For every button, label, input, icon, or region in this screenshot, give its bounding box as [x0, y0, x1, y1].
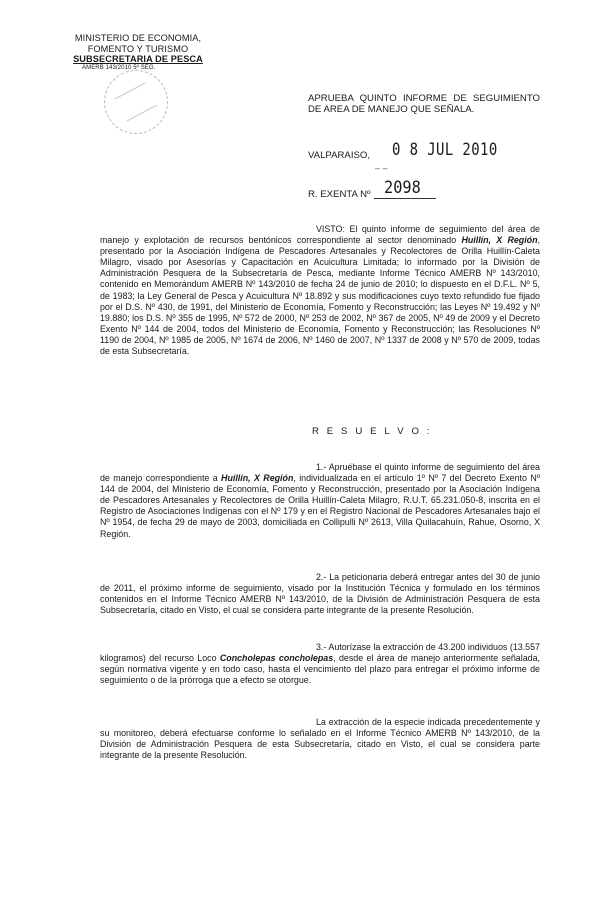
r3-species: Concholepas concholepas — [219, 653, 334, 664]
official-seal-stamp — [93, 59, 180, 146]
r1-text-1: 1.- Apruébase el quinto informe de seguimiento del área de manejo correspondiente a — [100, 462, 540, 484]
exenta-underline — [374, 198, 436, 199]
r3-text-1: 3.- Autorízase la extracción de 43.200 individuos (13.557 kilogramos) del recurso Loco — [100, 642, 540, 664]
r3-text-2: , desde el área de manejo anteriormente señalada, según normativa vigente y en todo caso, hasta el vencimiento del plazo para entregar el próximo informe de seguimiento o de la prórroga que a efecto se otorgue. — [100, 653, 540, 686]
visto-paragraph — [100, 224, 540, 357]
resolution-item-3 — [100, 642, 540, 686]
letterhead — [58, 33, 218, 72]
r1-sector: Huillín, X Región — [221, 473, 294, 484]
r1-text-2: , individualizada en el artículo 1º Nº 7 del Decreto Exento Nº 144 de 2004, del Ministerio de Economía, Fomento y Reconstrucción, presentado por la Asociación Indígena de Pescadores Artesanales y Recolectores de Orilla Huillín-Caleta Milagro, R.U.T. 65.231.050-8, inscrita en el Registro de Asociaciones Indígenas con el Nº 179 y en el Registro Nacional de Pescadores Artesanales bajo el Nº 1954, de fecha 29 de mayo de 2003, domiciliada en Collipulli Nº 2613, Villa Quilacahuín, Rahue, Osorno, X Región. — [100, 473, 540, 539]
visto-sector: Huillín, X Región — [461, 235, 538, 246]
document-subject: APRUEBA QUINTO INFORME DE SEGUIMIENTO DE AREA DE MANEJO QUE SEÑALA. — [308, 93, 540, 116]
visto-label: VISTO: — [316, 224, 345, 234]
letterhead-subsecretaria: SUBSECRETARIA DE PESCA — [73, 54, 203, 64]
resolution-item-4 — [100, 717, 540, 761]
letterhead-reference: AMERB 143/2010 5º SEG. — [82, 64, 156, 71]
r4-text: La extracción de la especie indicada precedentemente y su monitoreo, deberá efectuarse conforme lo señalado en el Informe Técnico AMERB Nº 143/2010, de la División de Administración Pesquera de esta Subsecretaría, citado en Visto, el cual se considera parte integrante de la presente Resolución. — [100, 717, 540, 761]
visto-text-1: El quinto informe de seguimiento del área de manejo y explotación de recursos bentónicos correspondiente al sector denominado — [100, 224, 540, 246]
resolution-item-1 — [100, 462, 540, 540]
resuelvo-heading: R E S U E L V O : — [312, 426, 433, 437]
seal-inner-mark — [115, 83, 157, 122]
date-stamp: 0 8 JUL 2010 — [392, 140, 498, 160]
letterhead-ministry-2: FOMENTO Y TURISMO — [87, 43, 189, 54]
exenta-label: R. EXENTA Nº — [308, 189, 371, 200]
visto-text-2: , presentado por la Asociación Indígena de Pescadores Artesanales y Recolectores de Orilla Huillín-Caleta Milagro, visado por Asesorías y Capacitación en Acuicultura Limitada; lo informado por la División de Administración Pesquera de la Subsecretaría de Pesca, mediante Informe Técnico AMERB Nº 143/2010, contenido en Memorándum AMERB Nº 143/2010 de fecha 24 de junio de 2010; lo dispuesto en el D.F.L. Nº 5, de 1983; la Ley General de Pesca y Acuicultura Nº 18.892 y sus modificaciones cuyo texto refundido fue fijado por el D.S. Nº 430, de 1991, del Ministerio de Economía, Fomento y Reconstrucción; las Leyes Nº 19.492 y Nº 19.880; los D.S. Nº 355 de 1995, Nº 572 de 2000, Nº 253 de 2002, Nº 367 de 2005, Nº 49 de 2009 y el Decreto Exento Nº 144 de 2004, todos del Ministerio de Economía, Fomento y Reconstrucción; las Resoluciones Nº 1190 de 2004, Nº 1985 de 2005, Nº 1674 de 2006, Nº 1460 de 2007, Nº 1337 de 2008 y Nº 570 de 2009, todas de esta Subsecretaría. — [100, 235, 540, 357]
resolution-item-2 — [100, 572, 540, 616]
exenta-number: 2098 — [384, 178, 421, 198]
place-label: VALPARAISO, — [308, 150, 371, 161]
letterhead-ministry: MINISTERIO DE ECONOMIA, — [74, 33, 202, 43]
r2-text: 2.- La peticionaria deberá entregar antes del 30 de junio de 2011, el próximo informe de seguimiento, visado por la Institución Técnica y formulado en los términos contenidos en el Informe Técnico AMERB Nº 143/2010, de la División de Administración Pesquera de esta Subsecretaría, citado en Visto, el cual se considera parte integrante de la presente Resolución. — [100, 572, 540, 616]
date-mark: – – — [375, 163, 388, 173]
